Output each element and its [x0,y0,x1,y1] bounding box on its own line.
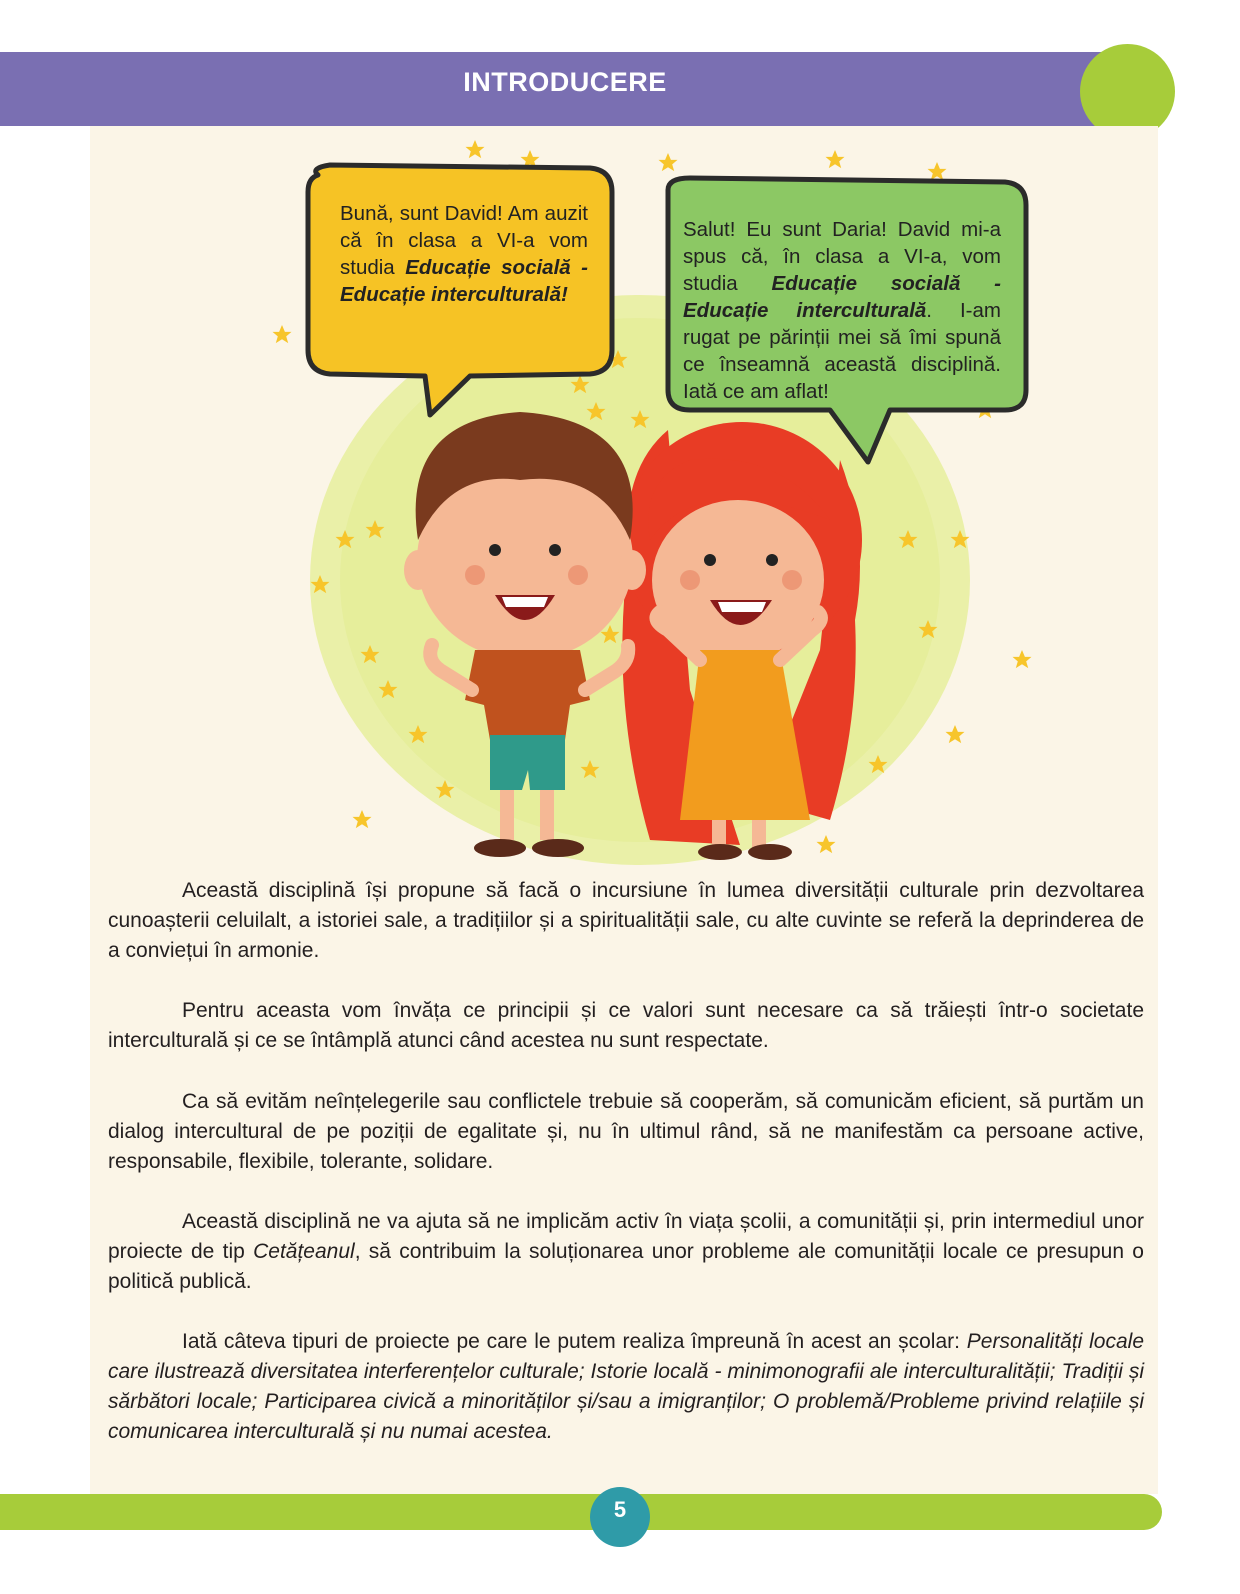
paragraph-3-text: Ca să evităm neînțelegerile sau conflictele trebuie să cooperăm, să comunicăm eficient, să purtăm un dialog intercultural de pe poziții de egalitate și, nu în ultimul rând, să ne manifestăm ca persoane active, responsabile, flexibile, tolerante, solidare. [108,1090,1144,1173]
footer-bar [0,1494,1162,1530]
speech-bubble-girl-text [683,216,1001,405]
boy-text-plain: Bună, sunt David! Am auzit că în clasa a VI-a vom studia [340,202,588,279]
girl-text-plain-2: . I-am rugat pe părinții mei să îmi spună ce înseamnă această disciplină. Iată ce am aflat! [683,299,1001,403]
paragraph-5 [108,1327,1144,1447]
paragraph-2-text: Pentru aceasta vom învăța ce principii și ce valori sunt necesare ca să trăiești într-o societate interculturală și ce se întâmplă atunci când acestea nu sunt respectate. [108,999,1144,1052]
paragraph-3 [108,1087,1144,1177]
paragraph-5-text [108,1327,1144,1447]
page-title: INTRODUCERE [463,67,667,97]
paragraph-4-part-b: , să contribuim la soluționarea unor probleme ale comunității locale ce presupun o politică publică. [108,1240,1144,1293]
paragraph-4-text [108,1207,1144,1297]
paragraph-1-text: Această disciplină își propune să facă o incursiune în lumea diversității culturale prin dezvoltarea cunoașterii celuilalt, a istoriei sale, a tradițiilor și a spiritualității sale, cu alte cuvinte se referă la deprinderea de a conviețui în armonie. [108,879,1144,962]
paragraph-4 [108,1207,1144,1297]
paragraph-5-italic: Personalități locale care ilustrează diversitatea interferențelor culturale; Istorie locală - minimonografii ale interculturalității; Tradiții și sărbători locale; Participarea civică a minorităților și/sau a imigranților; O problemă/Probleme privind relațiile și comunicarea interculturală și nu numai acestea. [108,1330,1145,1443]
girl-text-plain-1: Salut! Eu sunt Daria! David mi-a spus că, în clasa a VI-a, vom studia [683,218,1001,295]
page-number: 5 [590,1487,650,1547]
girl-character [622,422,862,860]
paragraph-5-part-a: Iată câteva tipuri de proiecte pe care le putem realiza împreună în acest an școlar: [182,1330,967,1353]
paragraph-4-italic: Cetățeanul [253,1240,355,1263]
paragraph-1 [108,876,1144,966]
paragraph-4-part-a: Această disciplină ne va ajuta să ne implicăm activ în viața școlii, a comunității și, prin intermediul unor proiecte de tip [108,1210,1144,1263]
header-decorative-circle [1080,44,1175,139]
speech-bubble-boy-text [340,200,588,308]
girl-text-emphasis: Educație socială - Educație interculturală [683,272,1001,322]
paragraph-2 [108,996,1144,1056]
boy-text-emphasis: Educație socială - Educație interculturală! [340,256,588,306]
